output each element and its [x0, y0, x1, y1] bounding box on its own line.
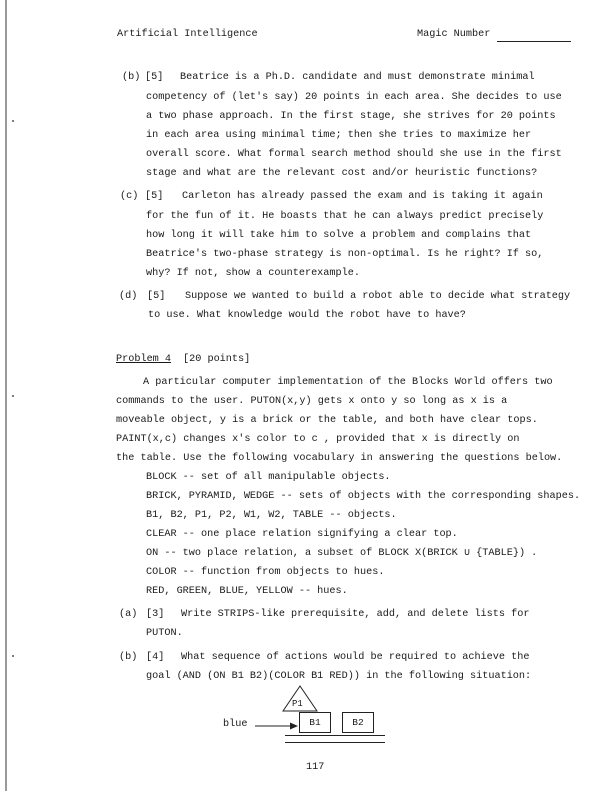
part-c-label: (c): [120, 191, 139, 202]
part-b-line: Beatrice is a Ph.D. candidate and must demonstrate minimal: [180, 72, 535, 83]
part-b-line: a two phase approach. In the first stage, she strives for 20 points: [146, 111, 556, 122]
p4-part-a-line: PUTON.: [146, 628, 183, 639]
part-c-line: for the fun of it. He boasts that he can always predict precisely: [146, 211, 544, 222]
part-b-line: in each area using minimal time; then she tries to maximize her: [146, 130, 532, 141]
vocab-line: COLOR -- function from objects to hues.: [146, 567, 385, 578]
part-d-line: Suppose we wanted to build a robot able to decide what strategy: [185, 291, 571, 302]
vocab-line: RED, GREEN, BLUE, YELLOW -- hues.: [146, 586, 348, 597]
intro-line: PAINT(x,c) changes x's color to c , provided that x is directly on: [116, 434, 520, 445]
vocab-line: BRICK, PYRAMID, WEDGE -- sets of objects with the corresponding shapes.: [146, 491, 581, 502]
magic-number-blank: [497, 41, 571, 42]
part-c-line: why? If not, show a counterexample.: [146, 268, 360, 279]
page-number: 117: [306, 762, 325, 773]
part-d-points: [5]: [147, 291, 166, 302]
p4-part-b-line: goal (AND (ON B1 B2)(COLOR B1 RED)) in the following situation:: [146, 671, 532, 682]
part-b-label: (b): [122, 72, 141, 83]
block-b1: [299, 712, 331, 733]
p4-part-a-line: Write STRIPS-like prerequisite, add, and delete lists for: [181, 609, 530, 620]
part-c-points: [5]: [145, 191, 164, 202]
scan-speck: [12, 395, 14, 397]
intro-line: A particular computer implementation of the Blocks World offers two: [143, 377, 553, 388]
vocab-line: BLOCK -- set of all manipulable objects.: [146, 472, 391, 483]
vocab-line: CLEAR -- one place relation signifying a clear top.: [146, 529, 458, 540]
block-b1-label: B1: [309, 717, 321, 728]
pyramid-p1-label: P1: [292, 699, 303, 709]
p4-part-a-label: (a): [119, 609, 138, 620]
part-b-points: [5]: [145, 72, 164, 83]
part-b-line: competency of (let's say) 20 points in each area. She decides to use: [146, 92, 562, 103]
course-title: Artificial Intelligence: [117, 29, 258, 40]
scan-speck: [12, 655, 14, 657]
part-b-line: stage and what are the relevant cost and/or heuristic functions?: [146, 168, 538, 179]
table-line: [285, 735, 385, 736]
scan-edge: [5, 0, 7, 791]
intro-line: the table. Use the following vocabulary in answering the questions below.: [116, 453, 563, 464]
problem-4-points: [20 points]: [183, 354, 251, 365]
p4-part-a-points: [3]: [146, 609, 165, 620]
scan-speck: [12, 120, 14, 122]
vocab-line: ON -- two place relation, a subset of BLOCK X(BRICK ∪ {TABLE}) .: [146, 548, 538, 559]
intro-line: commands to the user. PUTON(x,y) gets x onto y so long as x is a: [116, 396, 508, 407]
table-line: [285, 742, 385, 743]
part-c-line: Carleton has already passed the exam and is taking it again: [182, 191, 543, 202]
part-d-label: (d): [119, 291, 138, 302]
magic-number-label: Magic Number: [417, 29, 491, 40]
intro-line: moveable object, y is a brick or the table, and both have clear tops.: [116, 415, 538, 426]
p4-part-b-label: (b): [119, 652, 138, 663]
part-c-line: how long it will take him to solve a problem and complains that: [146, 230, 532, 241]
arrow-label-blue: blue: [223, 719, 248, 730]
part-c-line: Beatrice's two-phase strategy is non-optimal. Is he right? If so,: [146, 249, 544, 260]
problem-4-title: Problem 4: [116, 354, 172, 365]
part-d-line: to use. What knowledge would the robot have to have?: [148, 310, 466, 321]
p4-part-b-line: What sequence of actions would be required to achieve the: [181, 652, 530, 663]
vocab-line: B1, B2, P1, P2, W1, W2, TABLE -- objects.: [146, 510, 397, 521]
block-b2-label: B2: [352, 717, 364, 728]
block-b2: [342, 712, 374, 733]
p4-part-b-points: [4]: [146, 652, 165, 663]
arrow-icon: [254, 720, 300, 732]
part-b-line: overall score. What formal search method should she use in the first: [146, 149, 562, 160]
